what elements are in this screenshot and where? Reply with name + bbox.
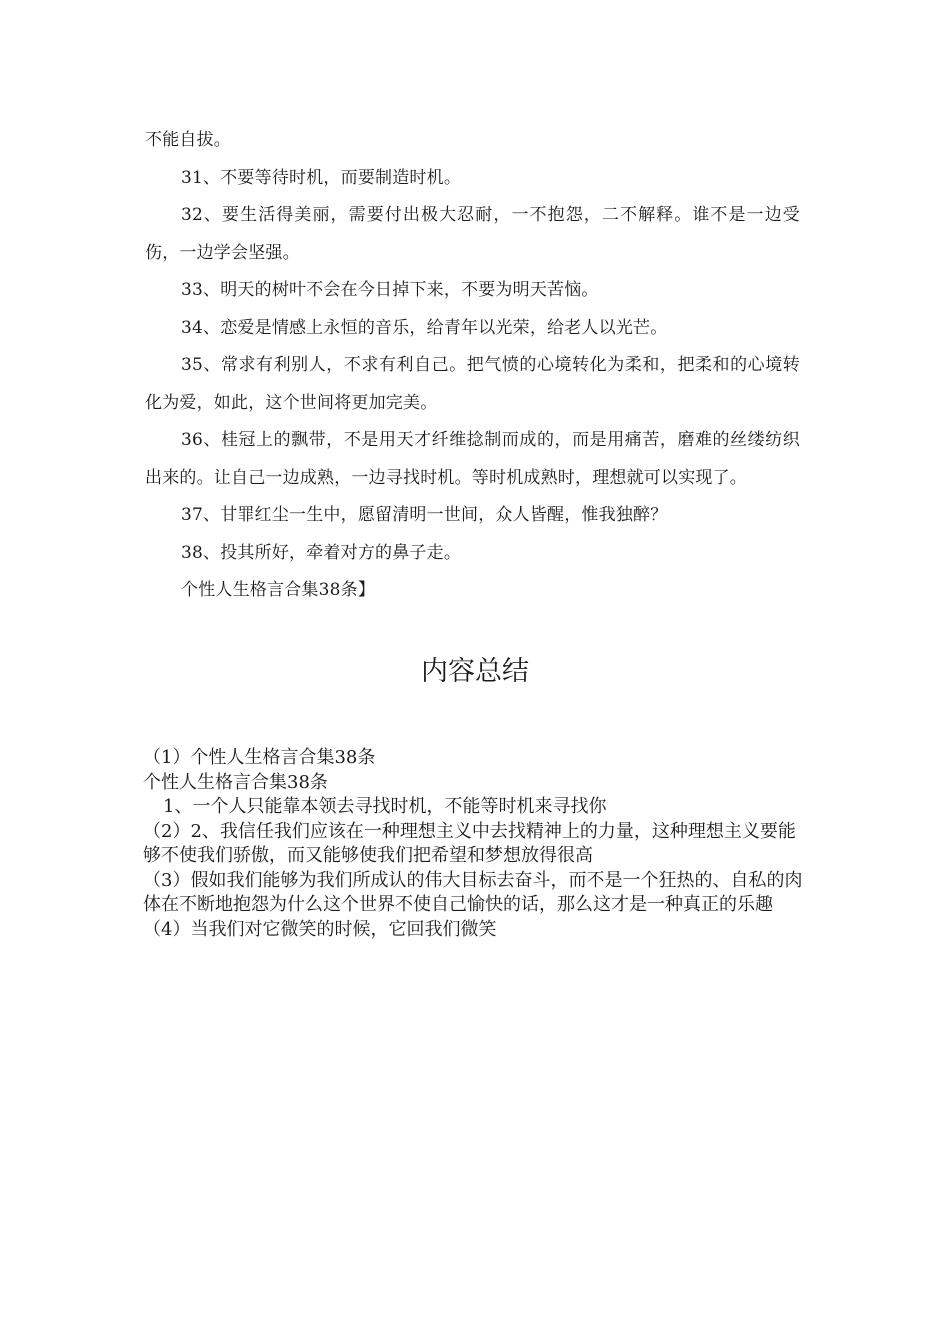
quote-36: 36、桂冠上的飘带，不是用天才纤维捻制而成的，而是用痛苦，磨难的丝缕纺织出来的。让自己一边成熟，一边寻找时机。等时机成熟时，理想就可以实现了。 [145,430,800,488]
summary-title: 内容总结 [421,656,529,687]
quote-35: 35、常求有利别人，不求有利自己。把气愤的心境转化为柔和，把柔和的心境转化为爱，如此，这个世间将更加完美。 [145,355,800,413]
summary-section [143,746,803,942]
summary-item: （1）个性人生格言合集38条 [143,747,376,768]
closing-line: 个性人生格言合集38条】 [181,580,376,600]
quote-32: 32、要生活得美丽，需要付出极大忍耐，一不抱怨，二不解释。谁不是一边受伤，一边学会坚强。 [145,205,800,263]
summary-item: 个性人生格言合集38条 [143,771,328,793]
quote-37: 37、甘罪红尘一生中，愿留清明一世间，众人皆醒，惟我独醉？ [181,505,668,525]
summary-item: （4）当我们对它微笑的时候，它回我们微笑 [143,918,497,940]
summary-item: 1、一个人只能靠本领去寻找时机，不能等时机来寻找你 [163,796,607,817]
summary-item: （3）假如我们能够为我们所成认的伟大目标去奋斗，而不是一个狂热的、自私的肉体在不断地抱怨为什么这个世界不使自己愉快的话，那么这才是一种真正的乐趣 [143,869,803,915]
quote-34: 34、恋爱是情感上永恒的音乐，给青年以光荣，给老人以光芒。 [181,317,668,338]
quote-33: 33、明天的树叶不会在今日掉下来，不要为明天苦恼。 [181,280,599,300]
quote-31: 31、不要等待时机，而要制造时机。 [181,167,462,188]
document-body [145,122,800,610]
quote-38: 38、投其所好，牵着对方的鼻子走。 [181,542,462,563]
summary-item: （2）2、我信任我们应该在一种理想主义中去找精神上的力量，这种理想主义要能够不使我们骄傲，而又能够使我们把希望和梦想放得很高 [143,820,796,866]
paragraph-continuation: 不能自拔。 [145,130,231,150]
